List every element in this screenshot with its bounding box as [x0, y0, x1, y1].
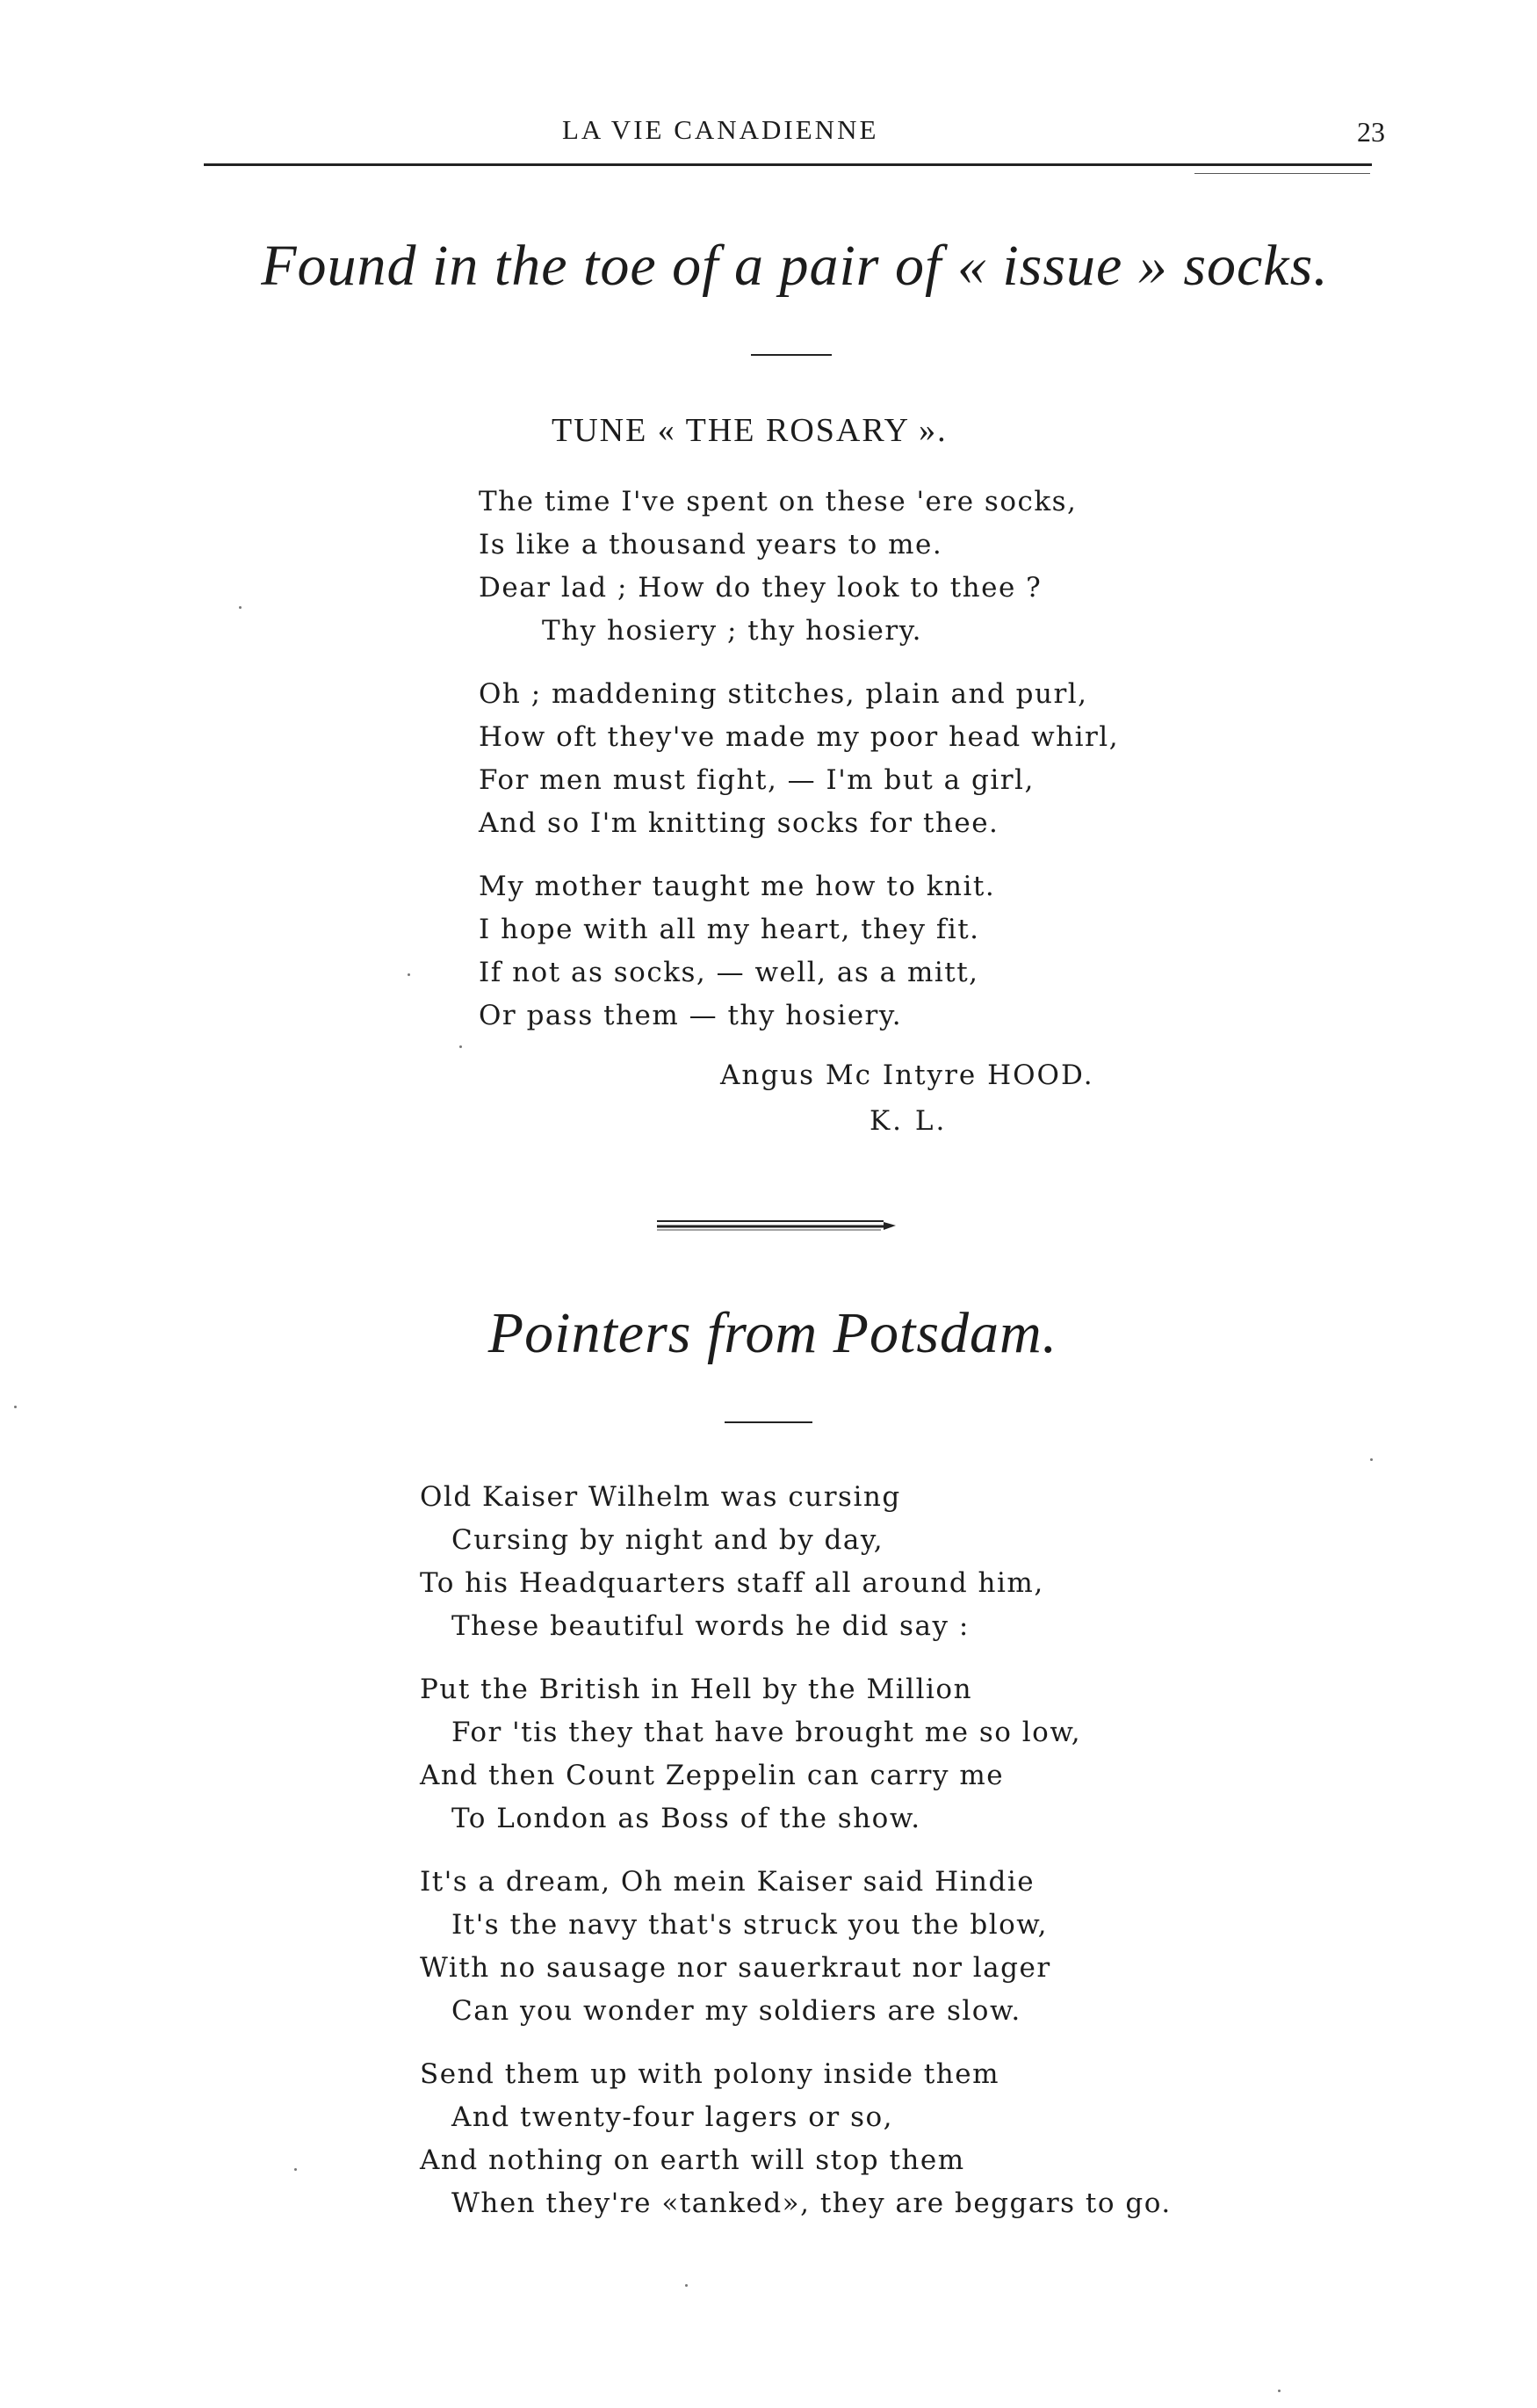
verse-line: And nothing on earth will stop them: [420, 2144, 965, 2176]
verse-line: My mother taught me how to knit.: [479, 871, 996, 902]
paper-speck: [685, 2284, 688, 2287]
verse-line: It's a dream, Oh mein Kaiser said Hindie: [420, 1866, 1035, 1898]
verse-line: When they're «tanked», they are beggars to go.: [451, 2187, 1172, 2219]
verse-line: How oft they've made my poor head whirl,: [479, 721, 1120, 753]
paper-speck: [239, 606, 242, 609]
verse-line: Old Kaiser Wilhelm was cursing: [420, 1481, 901, 1513]
verse-line: The time I've spent on these 'ere socks,: [479, 486, 1078, 517]
verse-line: These beautiful words he did say :: [451, 1610, 970, 1642]
page-number: 23: [1357, 116, 1385, 148]
paper-speck: [1370, 1458, 1373, 1461]
stanza: [479, 481, 1119, 653]
verse-line: For men must fight, — I'm but a girl,: [479, 764, 1035, 796]
stanza: [420, 1668, 1172, 1840]
verse-line: To his Headquarters staff all around him,: [420, 1567, 1044, 1599]
verse-line: Put the British in Hell by the Million: [420, 1674, 973, 1705]
poem-1-tune: TUNE « THE ROSARY ».: [552, 412, 948, 449]
verse-line: Cursing by night and by day,: [451, 1524, 884, 1556]
verse-line: I hope with all my heart, they fit.: [479, 914, 980, 945]
verse-line: And twenty-four lagers or so,: [451, 2101, 894, 2133]
title-1-divider: [751, 354, 832, 356]
verse-line: With no sausage nor sauerkraut nor lager: [420, 1952, 1051, 1984]
stanza: [420, 1476, 1172, 1648]
paper-speck: [1278, 2390, 1281, 2392]
stanza: [420, 1861, 1172, 2033]
title-2-divider: [725, 1421, 812, 1423]
verse-line: Dear lad ; How do they look to thee ?: [479, 572, 1043, 604]
header-rule: [204, 163, 1372, 166]
verse-line: And then Count Zeppelin can carry me: [420, 1760, 1005, 1791]
paper-speck: [408, 973, 410, 976]
verse-line: Or pass them — thy hosiery.: [479, 1000, 903, 1031]
paper-speck: [459, 1045, 462, 1048]
stanza: [479, 673, 1119, 845]
verse-line: To London as Boss of the show.: [451, 1803, 921, 1834]
verse-line: Can you wonder my soldiers are slow.: [451, 1995, 1021, 2027]
paper-speck: [14, 1406, 17, 1408]
section-divider-ornament: [657, 1218, 896, 1232]
poem-1-title: Found in the toe of a pair of « issue » socks.: [261, 234, 1329, 298]
verse-line: Thy hosiery ; thy hosiery.: [542, 615, 922, 647]
verse-line: And so I'm knitting socks for thee.: [479, 807, 999, 839]
verse-line: Send them up with polony inside them: [420, 2058, 999, 2090]
poem-1-author: Angus Mc Intyre HOOD.: [720, 1059, 1094, 1091]
poem-2-title: Pointers from Potsdam.: [487, 1301, 1058, 1365]
running-head: LA VIE CANADIENNE: [562, 114, 879, 145]
stanza: [479, 865, 1119, 1038]
stanza: [420, 2053, 1172, 2225]
poem-1-body: [479, 481, 1119, 1058]
verse-line: For 'tis they that have brought me so low,: [451, 1717, 1082, 1748]
verse-line: It's the navy that's struck you the blow,: [451, 1909, 1048, 1941]
poem-2-body: [420, 1476, 1172, 2245]
verse-line: If not as socks, — well, as a mitt,: [479, 957, 979, 988]
verse-line: Is like a thousand years to me.: [479, 529, 943, 560]
poem-1-initials: K. L.: [870, 1105, 948, 1137]
header-rule-thin: [1194, 173, 1370, 174]
verse-line: Oh ; maddening stitches, plain and purl,: [479, 678, 1088, 710]
paper-speck: [294, 2168, 297, 2171]
